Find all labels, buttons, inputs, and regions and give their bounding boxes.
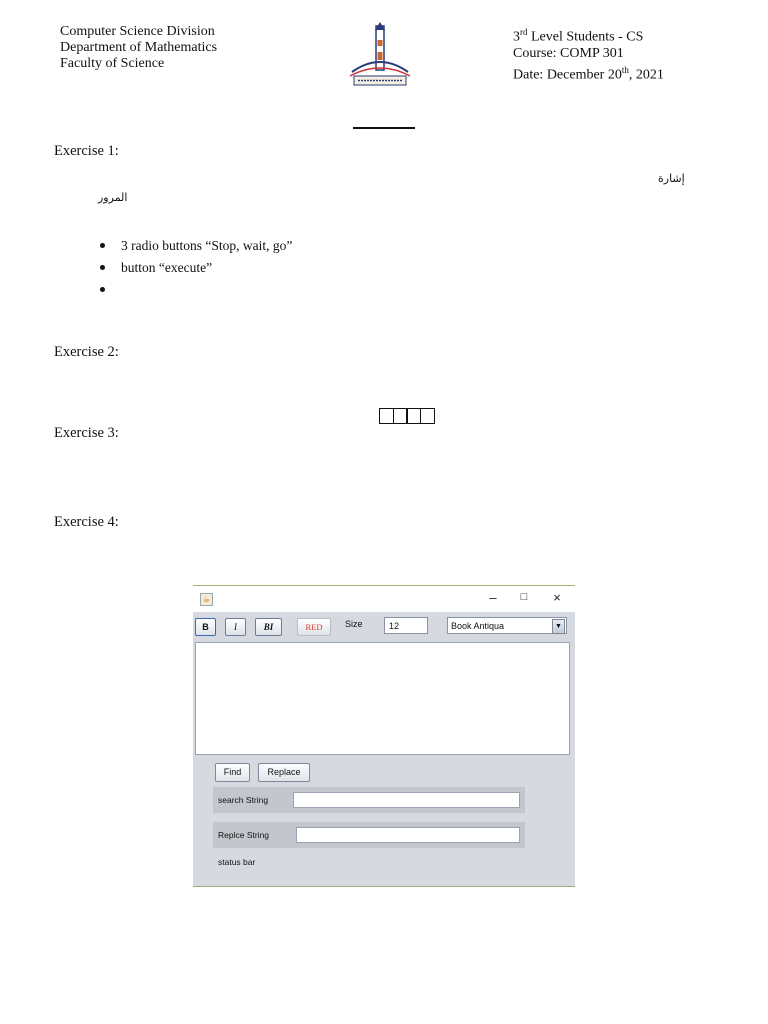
font-select[interactable]	[447, 617, 567, 634]
size-label: Size	[345, 619, 363, 629]
university-logo	[346, 22, 414, 88]
size-input[interactable]: 12	[384, 617, 428, 634]
course-line: Course: COMP 301	[513, 45, 624, 61]
replace-input[interactable]	[296, 827, 520, 843]
find-button[interactable]: Find	[215, 763, 250, 782]
editor-window-screenshot	[193, 585, 575, 887]
list-item: button “execute”	[100, 258, 292, 280]
exercise-4-title: Exercise 4:	[54, 514, 119, 530]
list-item	[100, 280, 292, 302]
header-right	[513, 24, 664, 83]
java-icon: ☕	[200, 593, 213, 606]
list-item: 3 radio buttons “Stop, wait, go”	[100, 236, 292, 258]
arabic-traffic: المرور	[98, 191, 128, 204]
replace-button[interactable]: Replace	[258, 763, 310, 782]
division-line: Computer Science Division	[60, 24, 215, 39]
window-titlebar	[193, 586, 575, 612]
header-left	[60, 24, 217, 72]
chevron-down-icon[interactable]: ▼	[552, 619, 565, 634]
department-line: Department of Mathematics	[60, 40, 218, 55]
bold-italic-button[interactable]: BI	[255, 618, 282, 636]
font-select-value: Book Antiqua	[451, 621, 505, 631]
search-panel	[213, 787, 525, 813]
text-area[interactable]	[195, 642, 570, 755]
status-bar: status bar	[218, 857, 256, 867]
exercise-1-title: Exercise 1:	[54, 143, 119, 159]
level-line: 3rd Level Students - CS	[513, 27, 644, 45]
exercise-1-list	[100, 236, 292, 302]
italic-button[interactable]: I	[225, 618, 246, 636]
search-label: search String	[218, 795, 269, 805]
maximize-button[interactable]: □	[520, 591, 528, 603]
exercise-2-title: Exercise 2:	[54, 344, 119, 360]
divider	[353, 127, 415, 129]
close-button[interactable]: ×	[553, 590, 561, 605]
minimize-button[interactable]: –	[489, 590, 497, 605]
placeholder-boxes	[379, 408, 433, 424]
bold-button[interactable]: B	[195, 618, 216, 636]
exercise-3-title: Exercise 3:	[54, 425, 119, 441]
red-button[interactable]: RED	[297, 618, 331, 636]
search-input[interactable]	[293, 792, 520, 808]
arabic-signal: إشارة	[658, 172, 685, 185]
replace-string-label: Replce String	[218, 830, 270, 840]
date-line: Date: December 20th, 2021	[513, 64, 664, 83]
replace-panel	[213, 822, 525, 848]
faculty-line: Faculty of Science	[60, 56, 165, 71]
